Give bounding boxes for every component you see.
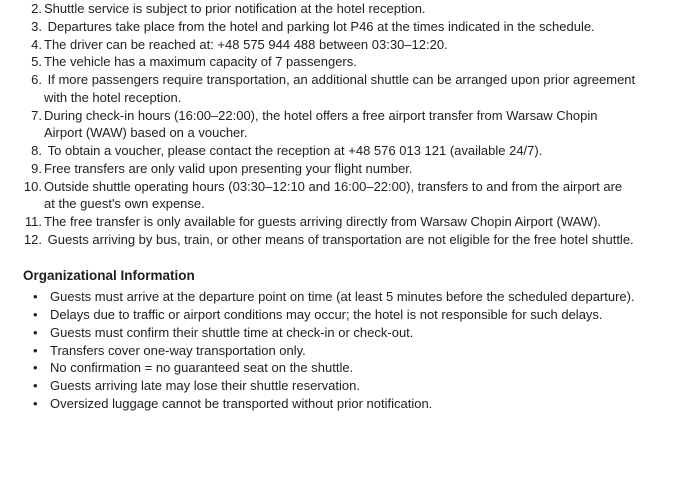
list-item-text: If more passengers require transportation, an additional shuttle can be arranged upon prior agreement with the hotel reception. [44, 72, 639, 105]
bullet-icon: • [33, 378, 38, 393]
section-heading-organizational-information: Organizational Information [23, 267, 195, 283]
bullet-item [28, 377, 700, 395]
list-item [22, 160, 700, 178]
list-number: 9. [31, 160, 42, 176]
list-item-text: Shuttle service is subject to prior notification at the hotel reception. [44, 1, 426, 16]
list-item [22, 0, 700, 18]
list-item [22, 18, 700, 36]
list-item [22, 231, 700, 249]
list-item [22, 142, 700, 160]
list-number: 4. [31, 36, 42, 52]
list-number: 6. [31, 72, 42, 87]
list-number: 5. [31, 54, 42, 70]
list-number: 2. [31, 1, 42, 16]
list-item-text: The driver can be reached at: +48 575 944 488 between 03:30–12:20. [44, 36, 448, 52]
bullet-icon: • [33, 289, 38, 305]
list-item [22, 178, 700, 214]
list-item-text: Departures take place from the hotel and parking lot P46 at the times indicated in the schedule. [44, 18, 595, 34]
bullet-icon: • [33, 342, 38, 358]
list-number: 7. [31, 107, 42, 123]
bullet-item [28, 288, 700, 306]
list-item [22, 107, 700, 143]
shuttle-rules-numbered-list [22, 0, 700, 249]
organizational-info-bullet-list [22, 288, 700, 412]
bullet-icon: • [33, 360, 38, 376]
list-number: 3. [31, 18, 42, 34]
bullet-item-text: Guests must confirm their shuttle time at check-in or check-out. [50, 324, 414, 340]
bullet-icon: • [33, 324, 38, 340]
bullet-item [28, 395, 700, 413]
list-item-text: The free transfer is only available for guests arriving directly from Warsaw Chopin Airport (WAW). [44, 214, 602, 229]
bullet-item-text: Delays due to traffic or airport conditions may occur; the hotel is not responsible for such delays. [50, 307, 603, 322]
list-item [22, 71, 700, 107]
list-item-text: During check-in hours (16:00–22:00), the hotel offers a free airport transfer from Warsaw Chopin Airport (WAW) based on a voucher. [44, 107, 601, 141]
bullet-item [28, 342, 700, 360]
list-item [22, 36, 700, 54]
list-item-text: Free transfers are only valid upon presenting your flight number. [44, 160, 413, 176]
bullet-item [28, 359, 700, 377]
list-item-text: The vehicle has a maximum capacity of 7 passengers. [44, 54, 357, 70]
list-item [22, 53, 700, 71]
list-number: 11. [24, 214, 42, 229]
list-item [22, 213, 700, 231]
bullet-item-text: Guests arriving late may lose their shuttle reservation. [50, 378, 360, 393]
list-item-text: To obtain a voucher, please contact the reception at +48 576 013 121 (available 24/7). [44, 143, 543, 158]
bullet-item [28, 324, 700, 342]
bullet-icon: • [33, 307, 38, 322]
bullet-item-text: Oversized luggage cannot be transported without prior notification. [50, 395, 433, 411]
list-number: 10. [23, 178, 42, 194]
list-item-text: Guests arriving by bus, train, or other means of transportation are not eligible for the free hotel shuttle. [44, 231, 634, 247]
bullet-item-text: No confirmation = no guaranteed seat on the shuttle. [50, 360, 354, 376]
list-number: 8. [31, 143, 42, 158]
bullet-item-text: Transfers cover one-way transportation only. [50, 342, 306, 358]
bullet-icon: • [33, 395, 38, 411]
bullet-item [28, 306, 700, 324]
list-number: 12. [23, 231, 42, 247]
list-item-text: Outside shuttle operating hours (03:30–12:10 and 16:00–22:00), transfers to and from the airport are at the guest's own expense. [44, 178, 626, 212]
bullet-item-text: Guests must arrive at the departure point on time (at least 5 minutes before the scheduled departure). [50, 289, 635, 305]
